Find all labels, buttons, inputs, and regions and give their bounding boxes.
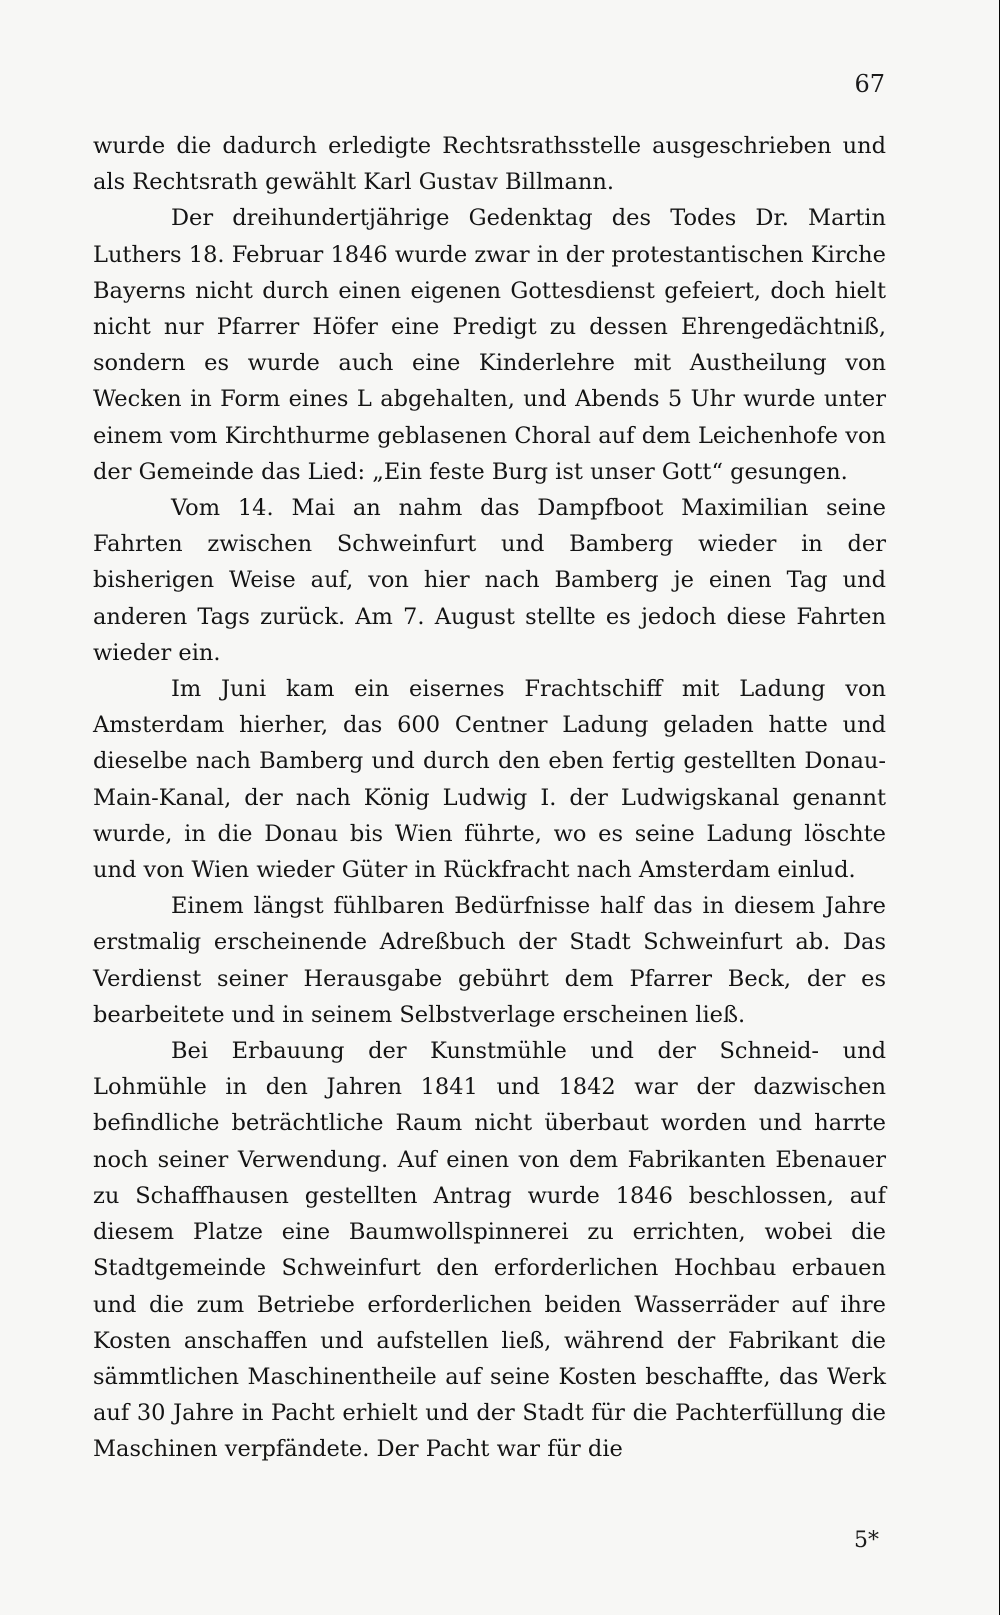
body-text (93, 128, 886, 1468)
paragraph-spinning-mill: Bei Erbauung der Kunstmühle und der Schneid- und Lohmühle in den Jahren 1841 und 1842 war der dazwischen befindliche beträchtliche Raum nicht überbaut worden und harrte noch seiner Verwendung. Auf einen von dem Fabrikanten Ebenauer zu Schaffhausen gestellten Antrag wurde 1846 beschlossen, auf diesem Platze eine Baumwollspinnerei zu errichten, wobei die Stadtgemeinde Schweinfurt den erforderlichen Hochbau erbauen und die zum Betriebe erforderlichen beiden Wasserräder auf ihre Kosten anschaffen und aufstellen ließ, während der Fabrikant die sämmtlichen Maschinentheile auf seine Kosten beschaffte, das Werk auf 30 Jahre in Pacht erhielt und der Stadt für die Pachterfüllung die Maschinen verpfändete. Der Pacht war für die (93, 1038, 886, 1463)
paragraph-luther-anniversary: Der dreihundertjährige Gedenktag des Todes Dr. Martin Luthers 18. Februar 1846 wurde zwar in der protestantischen Kirche Bayerns nicht durch einen eigenen Gottesdienst gefeiert, doch hielt nicht nur Pfarrer Höfer eine Predigt zu dessen Ehrengedächtniß, sondern es wurde auch eine Kinderlehre mit Austheilung von Wecken in Form eines L abgehalten, und Abends 5 Uhr wurde unter einem vom Kirchthurme geblasenen Choral auf dem Leichenhofe von der Gemeinde das Lied: „Ein feste Burg ist unser Gott“ gesungen. (93, 205, 886, 485)
paragraph-cargo-ship: Im Juni kam ein eisernes Frachtschiff mit Ladung von Amsterdam hierher, das 600 Centner Ladung geladen hatte und dieselbe nach Bamberg und durch den eben fertig gestellten Donau-Main-Kanal, der nach König Ludwig I. der Ludwigskanal genannt wurde, in die Donau bis Wien führte, wo es seine Ladung löschte und von Wien wieder Güter in Rückfracht nach Amsterdam einlud. (93, 676, 886, 884)
signature-mark: 5* (854, 1528, 879, 1553)
paragraph-steamboat: Vom 14. Mai an nahm das Dampfboot Maximilian seine Fahrten zwischen Schweinfurt und Bamberg wieder in der bisherigen Weise auf, von hier nach Bamberg je einen Tag und anderen Tags zurück. Am 7. August stellte es jedoch diese Fahrten wieder ein. (93, 495, 886, 666)
paragraph-address-book: Einem längst fühlbaren Bedürfnisse half das in diesem Jahre erstmalig erscheinende Adreßbuch der Stadt Schweinfurt ab. Das Verdienst seiner Herausgabe gebührt dem Pfarrer Beck, der es bearbeitete und in seinem Selbstverlage erscheinen ließ. (93, 893, 886, 1028)
paragraph-continuation: wurde die dadurch erledigte Rechtsrathsstelle ausgeschrieben und als Rechtsrath gewählt Karl Gustav Billmann. (93, 133, 886, 196)
page-number: 67 (854, 70, 885, 98)
